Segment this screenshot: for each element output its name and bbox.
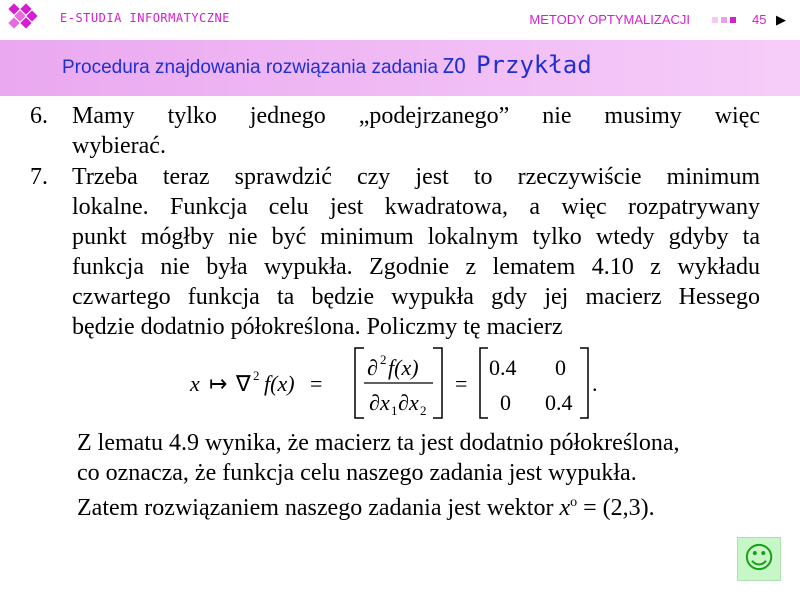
item-line: będzie dodatnio półokreślona. Policzmy tę macierz [72, 314, 563, 340]
denom-x-2: x [409, 390, 419, 415]
item-line: wybierać. [72, 133, 166, 159]
item-text [72, 162, 760, 342]
left-bracket-1 [355, 348, 364, 418]
formula-mapsto: ↦ [209, 371, 228, 396]
item-line: lokalne. Funkcja celu jest kwadratowa, a więc rozpatrywany [72, 194, 760, 220]
top-bar [0, 0, 800, 40]
course-title: METODY OPTYMALIZACJI [529, 12, 690, 27]
numerator-partial: ∂ [367, 355, 378, 380]
formula-period: . [592, 371, 598, 396]
item-line: punkt mógłby nie być minimum lokalnym tylko wtedy gdyby ta [72, 224, 760, 250]
smiley-icon: ☺ [743, 541, 775, 576]
matrix-m21: 0 [500, 390, 511, 415]
conclusion [77, 428, 767, 523]
denom-partial-1: ∂ [369, 390, 380, 415]
right-bracket-2 [580, 348, 588, 418]
solution-var: x [559, 495, 571, 521]
numerator-fx: f(x) [388, 355, 419, 380]
item-number: 7. [30, 164, 48, 190]
hessian-formula [180, 340, 620, 425]
matrix-m12: 0 [555, 355, 566, 380]
denom-sub-2: 2 [420, 403, 427, 418]
square-3 [730, 17, 736, 23]
page-number: 45 [752, 12, 767, 27]
formula-var: x [190, 371, 200, 396]
conclusion-suffix: = (2,3). [583, 495, 655, 521]
conclusion-line-2: co oznacza, że funkcja celu naszego zadania jest wypukła. [77, 460, 637, 486]
formula-fx: f(x) [264, 371, 295, 396]
item-line: funkcja nie była wypukła. Zgodnie z lematem 4.10 z wykładu [72, 254, 760, 280]
square-1 [712, 17, 718, 23]
item-line: czwartego funkcja ta będzie wypukła gdy jej macierz Hessego [72, 284, 760, 310]
smiley-button[interactable] [737, 537, 781, 581]
formula-eq1: = [310, 371, 323, 396]
matrix-m11: 0.4 [489, 355, 517, 380]
numerator-square: 2 [380, 352, 387, 367]
title-sub: Przykład [476, 51, 592, 79]
denom-sub-1: 1 [391, 403, 398, 418]
formula-square: 2 [253, 368, 260, 383]
next-slide-arrow-icon[interactable]: ▶ [776, 12, 786, 27]
denom-x-1: x [380, 390, 390, 415]
progress-squares [712, 17, 739, 35]
brand-text: E-STUDIA INFORMATYCZNE [60, 11, 230, 25]
square-2 [721, 17, 727, 23]
conclusion-line-3 [77, 488, 767, 523]
estudia-logo-icon [6, 3, 46, 33]
matrix-m22: 0.4 [545, 390, 573, 415]
conclusion-line-1: Z lematu 4.9 wynika, że macierz ta jest dodatnio półokreślona, [77, 430, 680, 456]
formula-eq2: = [455, 371, 468, 396]
item-text [72, 101, 760, 161]
slide-title [62, 51, 592, 79]
conclusion-prefix: Zatem rozwiązaniem naszego zadania jest wektor [77, 495, 554, 521]
right-bracket-1 [433, 348, 442, 418]
item-number: 6. [30, 103, 48, 129]
formula-nabla: ∇ [236, 371, 251, 396]
solution-sup: o [570, 495, 578, 510]
title-abbr: ZO [442, 54, 467, 78]
denom-partial-2: ∂ [398, 390, 409, 415]
item-line: Mamy tylko jednego „podejrzanego” nie musimy więc [72, 103, 760, 129]
title-main: Procedura znajdowania rozwiązania zadania [62, 57, 439, 78]
title-bar [0, 40, 800, 96]
left-bracket-2 [480, 348, 488, 418]
item-line: Trzeba teraz sprawdzić czy jest to rzeczywiście minimum [72, 164, 760, 190]
